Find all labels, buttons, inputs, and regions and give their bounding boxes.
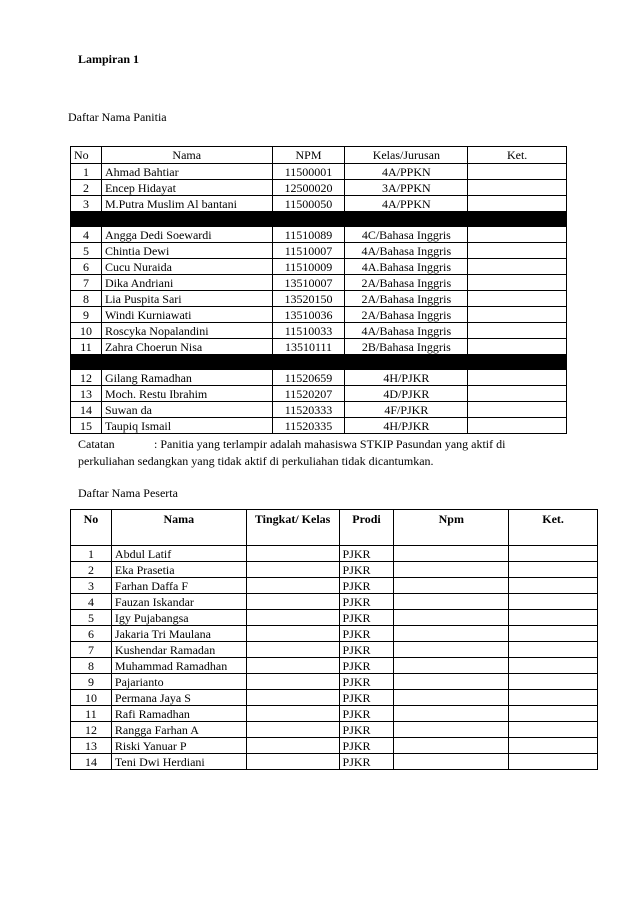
- header-ket: Ket.: [509, 510, 598, 546]
- table-row: [71, 738, 598, 754]
- cell-ket: [468, 275, 567, 291]
- separator-cell: [345, 212, 468, 227]
- cell-prodi: PJKR: [339, 674, 394, 690]
- cell-kelas: 2A/Bahasa Inggris: [345, 307, 468, 323]
- cell-ket: [509, 658, 598, 674]
- cell-ket: [468, 291, 567, 307]
- cell-prodi: PJKR: [339, 722, 394, 738]
- table-row: [71, 418, 567, 434]
- cell-nama: Ahmad Bahtiar: [101, 164, 272, 180]
- cell-nama: Chintia Dewi: [101, 243, 272, 259]
- cell-ket: [509, 626, 598, 642]
- header-kelas: Kelas/Jurusan: [345, 147, 468, 164]
- cell-ket: [509, 562, 598, 578]
- cell-ket: [468, 196, 567, 212]
- cell-ket: [468, 402, 567, 418]
- cell-ket: [509, 578, 598, 594]
- table-row: [71, 706, 598, 722]
- cell-kelas: 2B/Bahasa Inggris: [345, 339, 468, 355]
- cell-tingkat-kelas: [246, 546, 339, 562]
- cell-no: 10: [71, 690, 112, 706]
- cell-ket: [468, 386, 567, 402]
- header-no: No: [71, 147, 102, 164]
- header-nama: Nama: [101, 147, 272, 164]
- table-row: [71, 610, 598, 626]
- cell-npm: 11520333: [272, 402, 345, 418]
- cell-no: 4: [71, 594, 112, 610]
- cell-nama: Abdul Latif: [111, 546, 246, 562]
- note-text: : Panitia yang terlampir adalah mahasiswa STKIP Pasundan yang aktif di: [154, 437, 506, 451]
- cell-ket: [468, 227, 567, 243]
- table-row: [71, 754, 598, 770]
- cell-nama: Fauzan Iskandar: [111, 594, 246, 610]
- cell-kelas: 4D/PJKR: [345, 386, 468, 402]
- header-tingkat-kelas: Tingkat/ Kelas: [246, 510, 339, 546]
- cell-no: 13: [71, 738, 112, 754]
- cell-ket: [468, 307, 567, 323]
- cell-no: 10: [71, 323, 102, 339]
- cell-npm: 13510111: [272, 339, 345, 355]
- table-row: [71, 323, 567, 339]
- cell-prodi: PJKR: [339, 610, 394, 626]
- cell-nama: M.Putra Muslim Al bantani: [101, 196, 272, 212]
- cell-ket: [468, 339, 567, 355]
- table-row: [71, 642, 598, 658]
- separator-cell: [272, 212, 345, 227]
- cell-npm: [394, 546, 509, 562]
- table-row: [71, 196, 567, 212]
- cell-ket: [509, 690, 598, 706]
- cell-no: 2: [71, 180, 102, 196]
- cell-tingkat-kelas: [246, 706, 339, 722]
- cell-no: 5: [71, 610, 112, 626]
- cell-kelas: 4A/PPKN: [345, 164, 468, 180]
- section-title-panitia: Daftar Nama Panitia: [68, 110, 167, 124]
- cell-nama: Muhammad Ramadhan: [111, 658, 246, 674]
- cell-ket: [509, 642, 598, 658]
- cell-nama: Lia Puspita Sari: [101, 291, 272, 307]
- table-row: [71, 562, 598, 578]
- peserta-body: [71, 546, 598, 770]
- cell-no: 14: [71, 754, 112, 770]
- separator-cell: [272, 355, 345, 370]
- cell-ket: [468, 180, 567, 196]
- cell-npm: [394, 578, 509, 594]
- cell-ket: [509, 722, 598, 738]
- cell-kelas: 3A/PPKN: [345, 180, 468, 196]
- cell-prodi: PJKR: [339, 658, 394, 674]
- cell-no: 12: [71, 722, 112, 738]
- table-row: [71, 307, 567, 323]
- table-row: [71, 722, 598, 738]
- table-row: [71, 386, 567, 402]
- cell-npm: [394, 658, 509, 674]
- cell-prodi: PJKR: [339, 642, 394, 658]
- cell-no: 7: [71, 275, 102, 291]
- cell-nama: Jakaria Tri Maulana: [111, 626, 246, 642]
- cell-npm: 11510089: [272, 227, 345, 243]
- cell-no: 3: [71, 196, 102, 212]
- peserta-table: [70, 509, 598, 770]
- cell-no: 8: [71, 658, 112, 674]
- cell-no: 5: [71, 243, 102, 259]
- cell-nama: Farhan Daffa F: [111, 578, 246, 594]
- cell-ket: [468, 164, 567, 180]
- cell-no: 7: [71, 642, 112, 658]
- cell-tingkat-kelas: [246, 562, 339, 578]
- cell-kelas: 2A/Bahasa Inggris: [345, 275, 468, 291]
- cell-npm: [394, 610, 509, 626]
- cell-prodi: PJKR: [339, 626, 394, 642]
- cell-no: 12: [71, 370, 102, 386]
- cell-nama: Eka Prasetia: [111, 562, 246, 578]
- cell-no: 1: [71, 546, 112, 562]
- table-row: [71, 626, 598, 642]
- panitia-header-row: [71, 147, 567, 164]
- table-row: [71, 594, 598, 610]
- cell-no: 1: [71, 164, 102, 180]
- table-row: [71, 546, 598, 562]
- table-row: [71, 275, 567, 291]
- cell-tingkat-kelas: [246, 690, 339, 706]
- section-title-peserta: Daftar Nama Peserta: [78, 486, 178, 500]
- table-row: [71, 339, 567, 355]
- table-row: [71, 674, 598, 690]
- cell-no: 9: [71, 307, 102, 323]
- cell-ket: [509, 610, 598, 626]
- cell-npm: 12500020: [272, 180, 345, 196]
- cell-nama: Rafi Ramadhan: [111, 706, 246, 722]
- cell-prodi: PJKR: [339, 690, 394, 706]
- cell-prodi: PJKR: [339, 706, 394, 722]
- cell-no: 6: [71, 626, 112, 642]
- table-row: [71, 370, 567, 386]
- cell-prodi: PJKR: [339, 754, 394, 770]
- cell-npm: 13510036: [272, 307, 345, 323]
- cell-tingkat-kelas: [246, 674, 339, 690]
- cell-no: 13: [71, 386, 102, 402]
- table-row: [71, 227, 567, 243]
- document-title: Lampiran 1: [78, 52, 140, 66]
- cell-npm: [394, 594, 509, 610]
- cell-tingkat-kelas: [246, 578, 339, 594]
- cell-tingkat-kelas: [246, 658, 339, 674]
- panitia-body: [71, 164, 567, 434]
- cell-tingkat-kelas: [246, 722, 339, 738]
- cell-tingkat-kelas: [246, 754, 339, 770]
- header-prodi: Prodi: [339, 510, 394, 546]
- note-label: Catatan: [78, 437, 115, 451]
- cell-npm: [394, 642, 509, 658]
- cell-npm: 11510009: [272, 259, 345, 275]
- cell-no: 6: [71, 259, 102, 275]
- separator-cell: [345, 355, 468, 370]
- cell-npm: 11520335: [272, 418, 345, 434]
- panitia-table: [70, 146, 567, 434]
- cell-nama: Suwan da: [101, 402, 272, 418]
- cell-tingkat-kelas: [246, 642, 339, 658]
- cell-npm: 11520659: [272, 370, 345, 386]
- cell-kelas: 4A/PPKN: [345, 196, 468, 212]
- cell-no: 11: [71, 339, 102, 355]
- cell-npm: 11510033: [272, 323, 345, 339]
- cell-no: 15: [71, 418, 102, 434]
- cell-prodi: PJKR: [339, 738, 394, 754]
- separator-cell: [101, 355, 272, 370]
- cell-ket: [468, 259, 567, 275]
- separator-cell: [71, 355, 102, 370]
- cell-ket: [468, 243, 567, 259]
- cell-ket: [468, 323, 567, 339]
- cell-no: 3: [71, 578, 112, 594]
- cell-nama: Zahra Choerun Nisa: [101, 339, 272, 355]
- cell-no: 11: [71, 706, 112, 722]
- table-row: [71, 402, 567, 418]
- cell-ket: [509, 738, 598, 754]
- header-npm: NPM: [272, 147, 345, 164]
- header-ket: Ket.: [468, 147, 567, 164]
- cell-npm: 11500001: [272, 164, 345, 180]
- cell-ket: [509, 594, 598, 610]
- cell-tingkat-kelas: [246, 610, 339, 626]
- cell-npm: 11500050: [272, 196, 345, 212]
- cell-npm: [394, 706, 509, 722]
- cell-no: 14: [71, 402, 102, 418]
- cell-nama: Encep Hidayat: [101, 180, 272, 196]
- cell-kelas: 2A/Bahasa Inggris: [345, 291, 468, 307]
- cell-nama: Igy Pujabangsa: [111, 610, 246, 626]
- cell-kelas: 4A/Bahasa Inggris: [345, 323, 468, 339]
- cell-ket: [468, 370, 567, 386]
- cell-npm: [394, 626, 509, 642]
- cell-ket: [509, 754, 598, 770]
- cell-npm: 11520207: [272, 386, 345, 402]
- cell-npm: [394, 754, 509, 770]
- cell-npm: 13520150: [272, 291, 345, 307]
- cell-no: 2: [71, 562, 112, 578]
- separator-cell: [468, 355, 567, 370]
- cell-ket: [509, 706, 598, 722]
- cell-nama: Windi Kurniawati: [101, 307, 272, 323]
- cell-kelas: 4H/PJKR: [345, 370, 468, 386]
- cell-prodi: PJKR: [339, 594, 394, 610]
- cell-nama: Dika Andriani: [101, 275, 272, 291]
- cell-nama: Roscyka Nopalandini: [101, 323, 272, 339]
- cell-nama: Pajarianto: [111, 674, 246, 690]
- note-text-2: perkuliahan sedangkan yang tidak aktif di perkuliahan tidak dicantumkan.: [78, 454, 434, 468]
- table-row: [71, 658, 598, 674]
- cell-prodi: PJKR: [339, 546, 394, 562]
- table-row: [71, 690, 598, 706]
- cell-nama: Teni Dwi Herdiani: [111, 754, 246, 770]
- cell-kelas: 4A.Bahasa Inggris: [345, 259, 468, 275]
- cell-nama: Gilang Ramadhan: [101, 370, 272, 386]
- cell-kelas: 4H/PJKR: [345, 418, 468, 434]
- cell-npm: 13510007: [272, 275, 345, 291]
- separator-row: [71, 355, 567, 370]
- cell-nama: Cucu Nuraida: [101, 259, 272, 275]
- header-no: No: [71, 510, 112, 546]
- separator-row: [71, 212, 567, 227]
- cell-tingkat-kelas: [246, 738, 339, 754]
- cell-npm: [394, 674, 509, 690]
- cell-tingkat-kelas: [246, 594, 339, 610]
- cell-kelas: 4A/Bahasa Inggris: [345, 243, 468, 259]
- cell-ket: [468, 418, 567, 434]
- cell-nama: Moch. Restu Ibrahim: [101, 386, 272, 402]
- peserta-header-row: [71, 510, 598, 546]
- cell-kelas: 4F/PJKR: [345, 402, 468, 418]
- cell-npm: 11510007: [272, 243, 345, 259]
- table-row: [71, 259, 567, 275]
- note: [78, 436, 558, 470]
- cell-nama: Rangga Farhan A: [111, 722, 246, 738]
- cell-npm: [394, 738, 509, 754]
- cell-nama: Kushendar Ramadan: [111, 642, 246, 658]
- separator-cell: [71, 212, 102, 227]
- table-row: [71, 578, 598, 594]
- header-npm: Npm: [394, 510, 509, 546]
- table-row: [71, 291, 567, 307]
- cell-ket: [509, 546, 598, 562]
- cell-nama: Riski Yanuar P: [111, 738, 246, 754]
- cell-no: 8: [71, 291, 102, 307]
- cell-nama: Angga Dedi Soewardi: [101, 227, 272, 243]
- cell-prodi: PJKR: [339, 562, 394, 578]
- cell-tingkat-kelas: [246, 626, 339, 642]
- cell-kelas: 4C/Bahasa Inggris: [345, 227, 468, 243]
- cell-ket: [509, 674, 598, 690]
- table-row: [71, 243, 567, 259]
- table-row: [71, 164, 567, 180]
- cell-npm: [394, 562, 509, 578]
- cell-npm: [394, 722, 509, 738]
- cell-nama: Taupiq Ismail: [101, 418, 272, 434]
- cell-no: 9: [71, 674, 112, 690]
- separator-cell: [468, 212, 567, 227]
- cell-no: 4: [71, 227, 102, 243]
- cell-nama: Permana Jaya S: [111, 690, 246, 706]
- separator-cell: [101, 212, 272, 227]
- table-row: [71, 180, 567, 196]
- header-nama: Nama: [111, 510, 246, 546]
- cell-npm: [394, 690, 509, 706]
- cell-prodi: PJKR: [339, 578, 394, 594]
